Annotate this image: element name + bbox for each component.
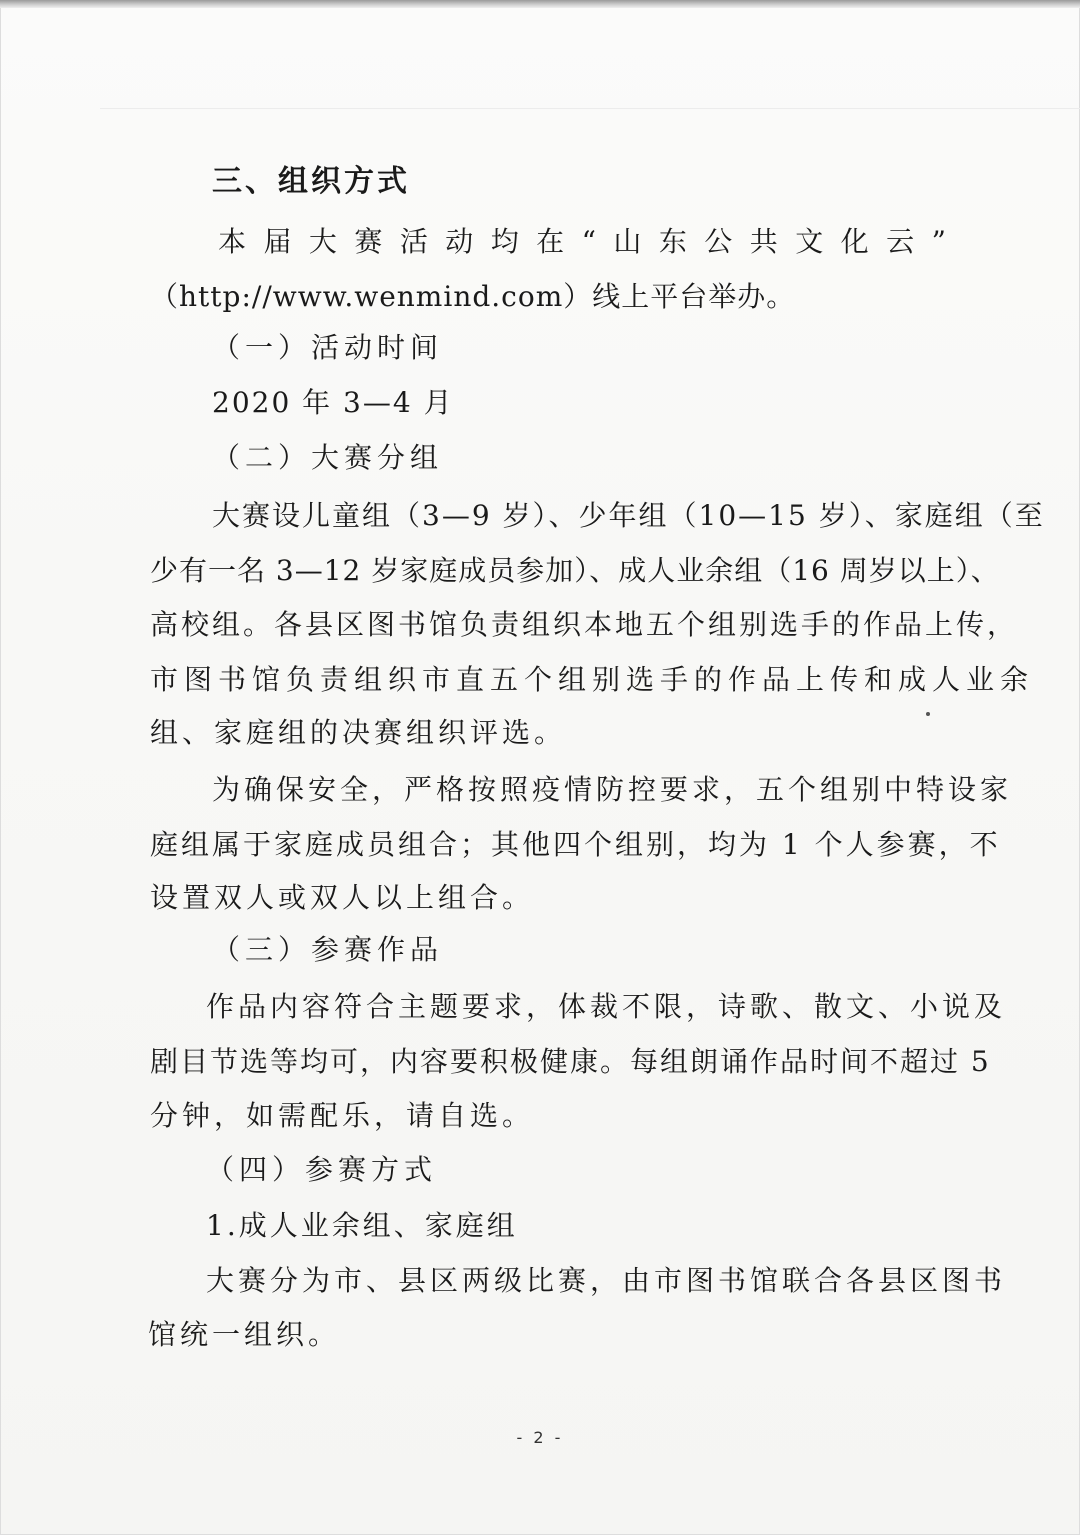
- subsection-4-title: （四）参赛方式: [206, 1153, 438, 1186]
- intro-char: “: [581, 225, 596, 258]
- intro-char: 赛: [354, 225, 383, 258]
- scan-speck: [926, 712, 930, 716]
- paragraph-line: 组、家庭组的决赛组织评选。: [150, 716, 567, 749]
- intro-char: 均: [490, 225, 519, 258]
- intro-char: 共: [749, 225, 778, 258]
- paragraph-line: 剧目节选等均可，内容要积极健康。每组朗诵作品时间不超过 5: [150, 1045, 991, 1078]
- intro-line-2: （http://www.wenmind.com）线上平台举办。: [150, 280, 796, 313]
- intro-char: 本: [218, 225, 247, 258]
- paragraph-line: 市图书馆负责组织市直五个组别选手的作品上传和成人业余: [150, 663, 1035, 696]
- subsection-1-title: （一）活动时间: [212, 331, 444, 364]
- paragraph-line: 大赛设儿童组（3—9 岁）、少年组（10—15 岁）、家庭组（至: [212, 499, 1045, 532]
- intro-char: 大: [308, 225, 337, 258]
- paragraph-line: 馆统一组织。: [148, 1318, 341, 1351]
- scan-top-edge: [0, 0, 1080, 8]
- intro-char: ”: [931, 225, 946, 258]
- intro-char: 文: [795, 225, 824, 258]
- paragraph-line: 庭组属于家庭成员组合；其他四个组别，均为 1 个人参赛，不: [150, 828, 1001, 861]
- intro-char: 东: [658, 225, 687, 258]
- intro-char: 公: [704, 225, 733, 258]
- subsection-2-title: （二）大赛分组: [212, 441, 444, 474]
- subsection-1-text: 2020 年 3—4 月: [212, 386, 454, 419]
- intro-char: 届: [263, 225, 292, 258]
- intro-char: 云: [886, 225, 915, 258]
- subsection-3-title: （三）参赛作品: [212, 933, 444, 966]
- paragraph-line: 设置双人或双人以上组合。: [150, 881, 535, 914]
- intro-char: 化: [840, 225, 869, 258]
- paragraph-line: 大赛分为市、县区两级比赛，由市图书馆联合各县区图书: [206, 1264, 1007, 1297]
- intro-char: 在: [536, 225, 565, 258]
- subsection-4-item-1: 1.成人业余组、家庭组: [206, 1209, 518, 1242]
- paragraph-line: 作品内容符合主题要求，体裁不限，诗歌、散文、小说及: [206, 990, 1007, 1023]
- intro-char: 动: [445, 225, 474, 258]
- paragraph-line: 为确保安全，严格按照疫情防控要求，五个组别中特设家: [212, 773, 1013, 806]
- faint-rule: [100, 108, 1080, 109]
- paragraph-line: 高校组。各县区图书馆负责组织本地五个组别选手的作品上传，: [150, 608, 1019, 641]
- page-number: - 2 -: [516, 1428, 564, 1447]
- intro-char: 活: [399, 225, 428, 258]
- paragraph-line: 少有一名 3—12 岁家庭成员参加）、成人业余组（16 周岁以上）、: [150, 554, 1000, 587]
- intro-line-1: [218, 222, 946, 262]
- section-title: 三、组织方式: [212, 164, 410, 199]
- paragraph-line: 分钟，如需配乐，请自选。: [150, 1099, 535, 1132]
- intro-char: 山: [613, 225, 642, 258]
